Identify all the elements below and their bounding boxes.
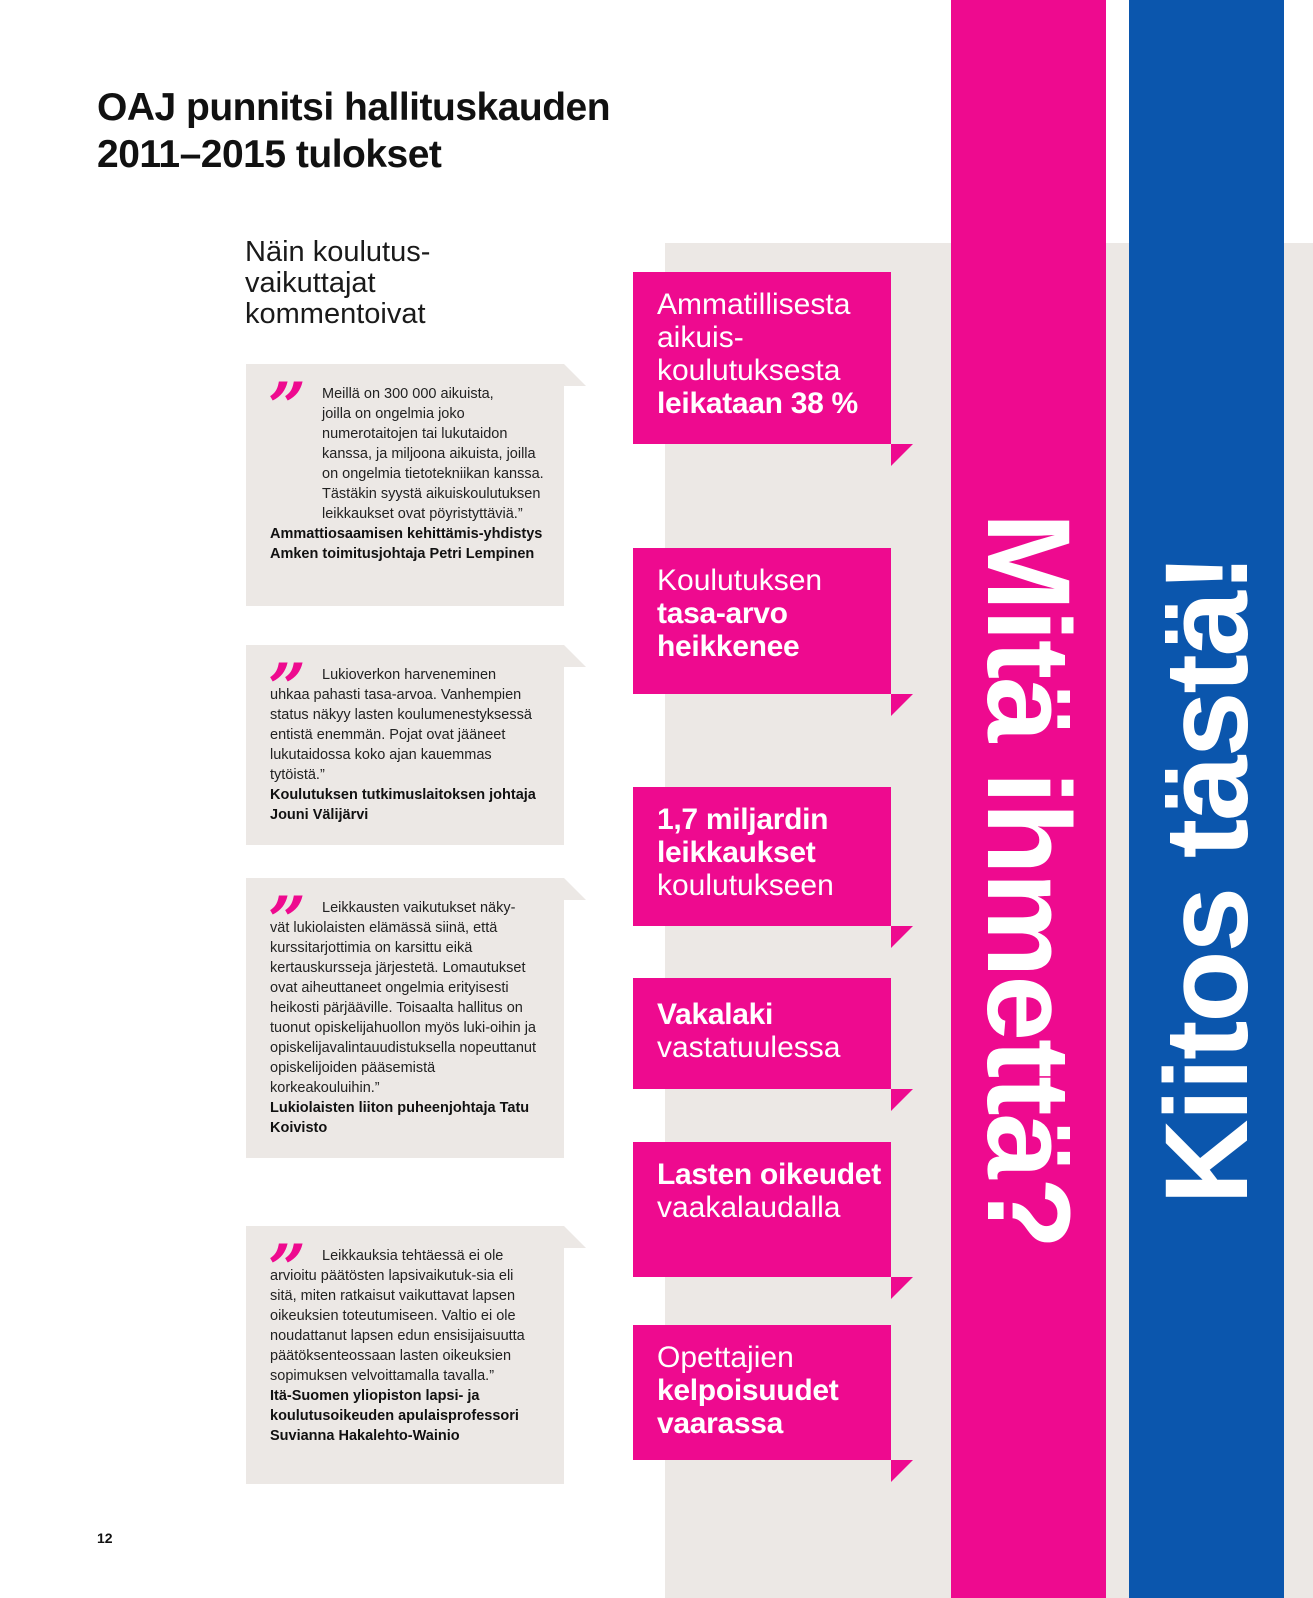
tag-bold-text: leikataan 38 % [657, 387, 858, 420]
page-number: 12 [97, 1530, 113, 1546]
quote-text [270, 685, 544, 785]
page-title [97, 84, 697, 178]
tag-normal-text: Koulutuksen [657, 564, 823, 597]
quote-mark-icon: ” [268, 882, 306, 960]
quote-text-content: uhkaa pahasti tasa-arvoa. Vanhempien status näkyy lasten koulumenestyksessä entistä enemmän. Pojat ovat jääneet lukutaidossa koko ajan kauemmas tytöistä.” [270, 687, 532, 783]
quote-body [270, 384, 544, 564]
pink-stripe-heading: Mitä ihmettä? [962, 512, 1094, 1248]
tag-kelpoisuudet [633, 1325, 891, 1460]
subtitle-line-3: kommentoivat [245, 298, 426, 330]
quote-card-1 [246, 364, 564, 606]
quote-author: Ammattiosaamisen kehittämis-yhdistys Amken toimitusjohtaja Petri Lempinen [270, 526, 543, 562]
quote-text [270, 404, 544, 524]
gray-panel-right [1284, 243, 1313, 1598]
quote-mark-icon: ” [268, 649, 306, 727]
tag-bold-text: 1,7 miljardin leikkaukset [657, 803, 829, 869]
quote-first-line: Lukioverkon harveneminen [322, 667, 497, 683]
tag-tasa-arvo [633, 548, 891, 694]
tag-normal-text: Opettajien [657, 1341, 794, 1374]
tag-bold-text: Lasten oikeudet [657, 1158, 881, 1191]
quote-text [270, 1266, 544, 1386]
quote-body [270, 665, 544, 825]
tag-bold-text: tasa-arvo heikkenee [657, 597, 800, 663]
tag-miljardin-leikkaukset [633, 787, 891, 926]
quote-author: Lukiolaisten liiton puheenjohtaja Tatu Koivisto [270, 1100, 530, 1136]
tag-normal-text: koulutukseen [657, 869, 834, 902]
quote-first-line: Leikkauksia tehtäessä ei ole [322, 1248, 504, 1264]
quote-author: Itä-Suomen yliopiston lapsi- ja koulutusoikeuden apulaisprofessori Suvianna Hakalehto-Wainio [270, 1388, 519, 1444]
quote-author: Koulutuksen tutkimuslaitoksen johtaja Jouni Välijärvi [270, 787, 536, 823]
tag-bold-text: Vakalaki [657, 998, 774, 1031]
quote-text-content: joilla on ongelmia joko numerotaitojen tai lukutaidon kanssa, ja miljoona aikuista, joilla on ongelmia tietotekniikan kanssa. Tästäkin syystä aikuiskoulutuksen leikkaukset ovat pöyristyttäviä.” [322, 406, 544, 522]
blue-stripe-heading: Kiitos tästä! [1141, 555, 1273, 1205]
tag-aikuiskoulutus [633, 272, 891, 444]
quote-card-2 [246, 645, 564, 845]
tag-normal-text: vaakalaudalla [657, 1191, 841, 1224]
quote-first-line: Leikkausten vaikutukset näky- [322, 900, 516, 916]
tag-vakalaki [633, 978, 891, 1089]
tag-bold-text: kelpoisuudet vaarassa [657, 1374, 839, 1440]
quote-first-line: Meillä on 300 000 aikuista, [322, 386, 494, 402]
title-line-1: OAJ punnitsi hallituskauden [97, 86, 611, 129]
quote-mark-icon: ” [268, 368, 306, 446]
gray-panel-middle [1106, 243, 1129, 1598]
quote-card-3 [246, 878, 564, 1158]
tag-normal-text: vastatuulessa [657, 1031, 841, 1064]
subtitle-line-2: vaikuttajat [245, 267, 376, 299]
tag-lasten-oikeudet [633, 1142, 891, 1277]
quote-body [270, 1246, 544, 1446]
section-subtitle [245, 237, 545, 330]
quote-card-4 [246, 1226, 564, 1484]
quote-text-content: vät lukiolaisten elämässä siinä, että kurssitarjottimia on karsittu eikä kertauskursseja järjestetä. Lomautukset ovat aiheuttaneet ongelmia erityisesti heikosti pärjääville. Toisaalta hallitus on tuonut opiskelijahuollon myös luki-oihin ja opiskelijavalintauudistuksella nopeuttanut opiskelijoiden pääsemistä korkeakouluihin.” [270, 920, 537, 1096]
quote-mark-icon: ” [268, 1230, 306, 1308]
subtitle-line-1: Näin koulutus- [245, 236, 431, 268]
quote-text [270, 918, 544, 1098]
quote-text-content: arvioitu päätösten lapsivaikutuk-sia eli sitä, miten ratkaisut vaikuttavat lapsen oikeuksien toteutumiseen. Valtio ei ole noudattanut lapsen edun ensisijaisuutta päätöksenteossaan lasten oikeuksien sopimuksen velvoittamalla tavalla.” [270, 1268, 525, 1384]
title-line-2: 2011–2015 tulokset [97, 133, 442, 176]
quote-body [270, 898, 544, 1138]
tag-normal-text: Ammatillisesta aikuis- koulutuksesta [657, 288, 851, 387]
